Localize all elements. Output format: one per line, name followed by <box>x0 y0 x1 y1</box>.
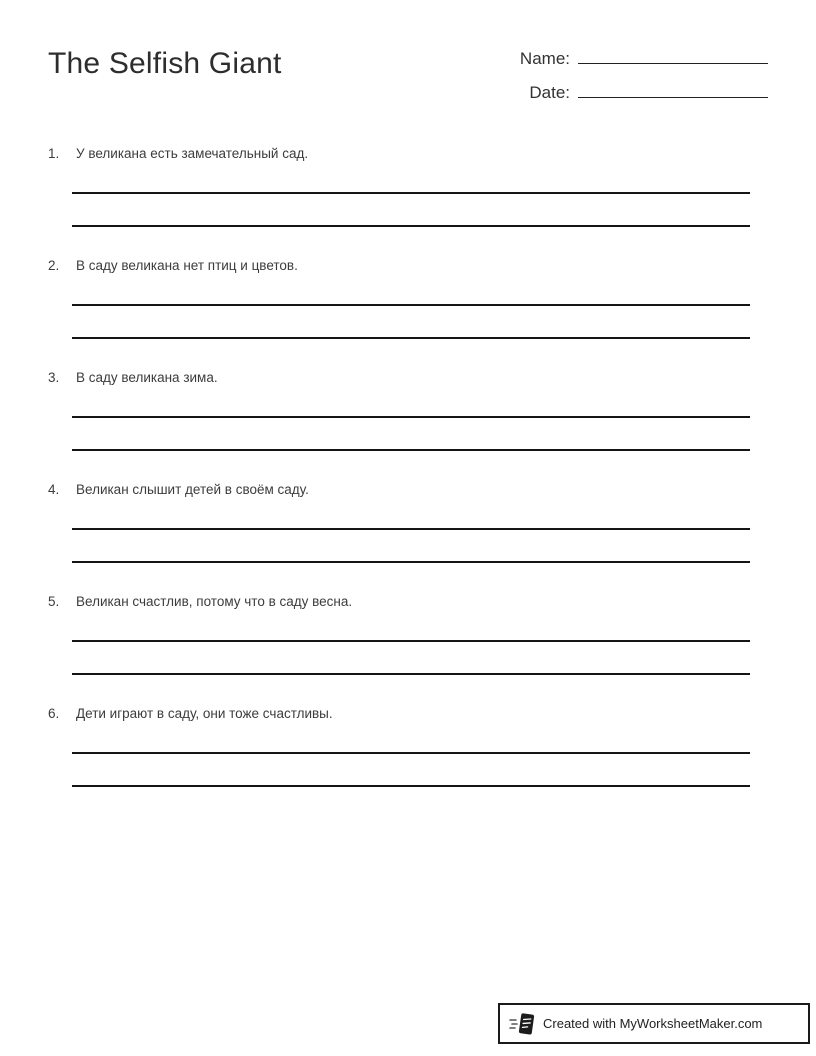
credit-text: Created with MyWorksheetMaker.com <box>543 1016 763 1031</box>
question-text-row <box>48 258 750 276</box>
answer-line <box>72 785 750 787</box>
question-text: У великана есть замечательный сад. <box>76 146 309 161</box>
question-text: Великан счастлив, потому что в саду весна. <box>76 594 353 609</box>
question-text-row <box>48 482 750 500</box>
credit-badge <box>498 1003 810 1044</box>
date-blank-line <box>578 82 768 98</box>
question-text: Великан слышит детей в своём саду. <box>76 482 309 497</box>
question-number: 6. <box>48 706 60 721</box>
name-date-block <box>520 48 768 103</box>
answer-line <box>72 416 750 418</box>
answer-line <box>72 337 750 339</box>
answer-line <box>72 192 750 194</box>
flying-worksheet-icon <box>509 1011 537 1037</box>
question-number: 1. <box>48 146 60 161</box>
question-list <box>0 146 816 818</box>
name-blank-line <box>578 48 768 64</box>
question-text: Дети играют в саду, они тоже счастливы. <box>76 706 333 721</box>
question-item-5 <box>48 594 750 706</box>
date-label: Date: <box>529 83 570 102</box>
header <box>0 0 816 103</box>
question-item-1 <box>48 146 750 258</box>
question-text-row <box>48 594 750 612</box>
question-text: В саду великана зима. <box>76 370 218 385</box>
answer-line <box>72 528 750 530</box>
answer-line <box>72 449 750 451</box>
question-number: 4. <box>48 482 60 497</box>
answer-line <box>72 640 750 642</box>
name-row <box>520 48 768 69</box>
date-row <box>520 82 768 103</box>
question-text-row <box>48 706 750 724</box>
answer-line <box>72 225 750 227</box>
question-number: 3. <box>48 370 60 385</box>
answer-line <box>72 752 750 754</box>
name-label: Name: <box>519 49 570 68</box>
answer-line <box>72 673 750 675</box>
question-item-4 <box>48 482 750 594</box>
question-text: В саду великана нет птиц и цветов. <box>76 258 298 273</box>
question-text-row <box>48 370 750 388</box>
question-number: 5. <box>48 594 60 609</box>
question-item-2 <box>48 258 750 370</box>
answer-line <box>72 561 750 563</box>
page-title: The Selfish Giant <box>48 47 282 80</box>
question-item-3 <box>48 370 750 482</box>
answer-line <box>72 304 750 306</box>
question-number: 2. <box>48 258 60 273</box>
question-text-row <box>48 146 750 164</box>
question-item-6 <box>48 706 750 818</box>
